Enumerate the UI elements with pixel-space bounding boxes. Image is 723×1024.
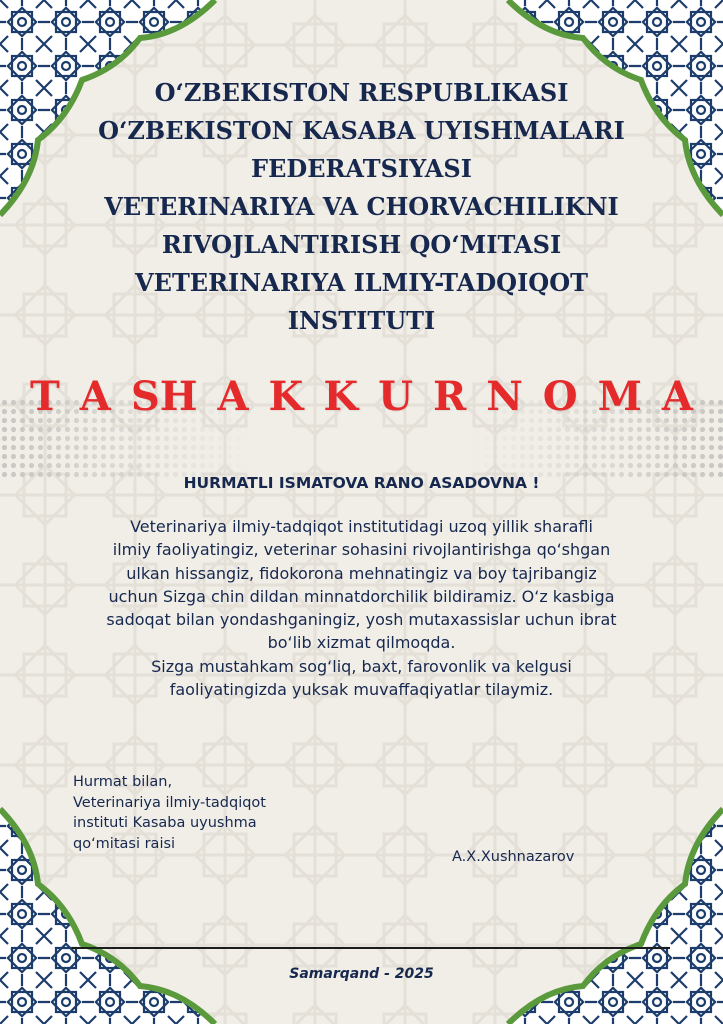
place-and-year: Samarqand - 2025	[289, 966, 434, 982]
body-line: Veterinariya ilmiy-tadqiqot institutidagi uzoq yillik sharafli	[130, 517, 593, 536]
title-letter: N	[486, 372, 523, 420]
title-letter: A	[79, 372, 111, 420]
title-letter: T	[30, 372, 60, 420]
footer-divider	[72, 947, 670, 949]
body-line: ulkan hissangiz, fidokorona mehnatingiz va boy tajribangiz	[126, 563, 597, 583]
heading-line: VETERINARIYA ILMIY-TADQIQOT	[135, 268, 588, 297]
title-letter: K	[323, 372, 359, 420]
title-letter: R	[432, 372, 467, 420]
signatory-name: A.X.Xushnazarov	[452, 849, 575, 865]
certificate-title	[30, 368, 693, 424]
title-letter: U	[378, 372, 413, 420]
appreciation-text	[40, 515, 683, 701]
title-letter: A	[661, 372, 693, 420]
heading-line: INSTITUTI	[287, 306, 436, 335]
heading-line: O‘ZBEKISTON KASABA UYISHMALARI	[98, 116, 625, 145]
body-line: ilmiy faoliyatingiz, veterinar sohasini rivojlantirishga qo‘shgan	[112, 540, 611, 560]
heading-line: FEDERATSIYASI	[251, 154, 472, 183]
title-letter: O	[542, 372, 578, 420]
salutation: HURMATLI ISMATOVA RANO ASADOVNA !	[183, 474, 540, 492]
title-letter: M	[597, 372, 642, 420]
signatory-line: qo‘mitasi raisi	[73, 835, 176, 852]
organization-heading	[60, 74, 663, 340]
title-letter: A	[217, 372, 249, 420]
heading-line: O‘ZBEKISTON RESPUBLIKASI	[154, 78, 569, 107]
signatory-line: Hurmat bilan,	[73, 774, 173, 790]
body-line: bo‘lib xizmat qilmoqda.	[267, 633, 456, 653]
title-letter: SH	[130, 372, 198, 420]
heading-line: RIVOJLANTIRISH QO‘MITASI	[161, 230, 562, 259]
signatory-block	[73, 772, 266, 854]
signatory-line: Veterinariya ilmiy-tadqiqot	[73, 794, 266, 811]
title-letter: K	[268, 372, 304, 420]
signatory-line: instituti Kasaba uyushma	[73, 815, 257, 831]
body-line: faoliyatingizda yuksak muvaffaqiyatlar tilaymiz.	[169, 680, 554, 700]
body-line: Sizga mustahkam sog‘liq, baxt, farovonlik va kelgusi	[151, 656, 572, 676]
body-line: uchun Sizga chin dildan minnatdorchilik bildiramiz. O‘z kasbiga	[108, 586, 615, 606]
heading-line: VETERINARIYA VA CHORVACHILIKNI	[104, 192, 619, 221]
body-line: sadoqat bilan yondashganingiz, yosh mutaxassislar uchun ibrat	[106, 610, 617, 630]
corner-ornament-bottom-right	[473, 794, 723, 1024]
